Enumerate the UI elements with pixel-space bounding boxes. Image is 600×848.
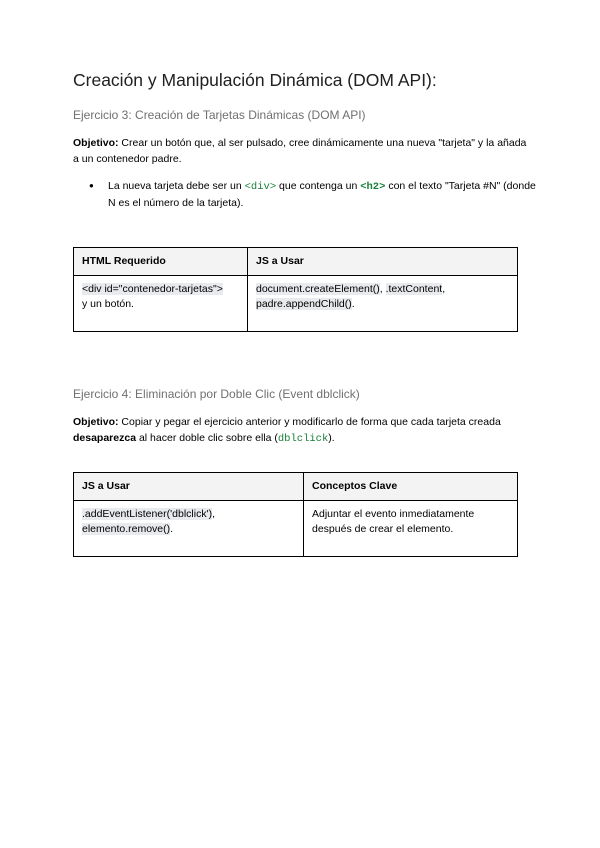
code-createelement: document.createElement() — [256, 283, 380, 295]
code-contenedor: <div id="contenedor-tarjetas"> — [82, 283, 223, 295]
bullet-text — [108, 178, 538, 211]
objective-text: Copiar y pegar el ejercicio anterior y modificarlo de forma que cada tarjeta creada — [118, 416, 501, 428]
table-header-row — [74, 248, 518, 276]
cell-end: . — [351, 298, 355, 310]
bullet-text-pre: La nueva tarjeta debe ser un — [108, 180, 245, 192]
table-header-js: JS a Usar — [74, 473, 304, 501]
exercise-4-objective — [73, 414, 533, 447]
exercise-3-table — [73, 247, 518, 332]
objective-label: Objetivo: — [73, 416, 119, 428]
page-title: Creación y Manipulación Dinámica (DOM API): — [73, 70, 437, 90]
table-cell-js — [248, 276, 518, 332]
code-dblclick: dblclick — [277, 433, 329, 445]
cell-sep: , — [379, 283, 386, 295]
bullet-text-mid: que contenga un — [276, 180, 361, 192]
code-remove: elemento.remove() — [82, 523, 171, 535]
code-appendchild: padre.appendChild() — [256, 298, 352, 310]
exercise-3-heading: Ejercicio 3: Creación de Tarjetas Dinámicas (DOM API) — [73, 108, 366, 122]
objective-text: Crear un botón que, al ser pulsado, cree dinámicamente una nueva "tarjeta" y la añada a un contenedor padre. — [73, 137, 527, 165]
cell-sep: , — [442, 283, 446, 295]
table-row — [74, 501, 518, 557]
table-cell-html — [74, 276, 248, 332]
table-header-html: HTML Requerido — [74, 248, 248, 276]
cell-sep: , — [212, 508, 215, 520]
table-header-row — [74, 473, 518, 501]
table-cell-conceptos: Adjuntar el evento inmediatamente después de crear el elemento. — [304, 501, 518, 557]
exercise-4-heading: Ejercicio 4: Eliminación por Doble Clic (Event dblclick) — [73, 387, 360, 401]
objective-end: ). — [328, 432, 335, 444]
table-header-js: JS a Usar — [248, 248, 518, 276]
code-addeventlistener: .addEventListener('dblclick') — [82, 508, 213, 520]
code-h2: <h2> — [360, 181, 386, 193]
objective-bold: desaparezca — [73, 432, 137, 444]
code-textcontent: .textContent — [385, 283, 443, 295]
table-header-conceptos: Conceptos Clave — [304, 473, 518, 501]
objective-text-2: al hacer doble clic sobre ella ( — [136, 432, 278, 444]
exercise-3-objective — [73, 135, 533, 167]
bullet-text-post: con el texto "Tarjeta #N" (donde N es el número de la tarjeta). — [108, 180, 536, 209]
bullet-dot-icon: ● — [89, 181, 94, 190]
table-cell-js — [74, 501, 304, 557]
code-div: <div> — [244, 181, 277, 193]
cell-text: y un botón. — [82, 298, 134, 310]
objective-label: Objetivo: — [73, 137, 119, 149]
exercise-4-table — [73, 472, 518, 557]
cell-end: . — [170, 523, 174, 535]
table-row — [74, 276, 518, 332]
